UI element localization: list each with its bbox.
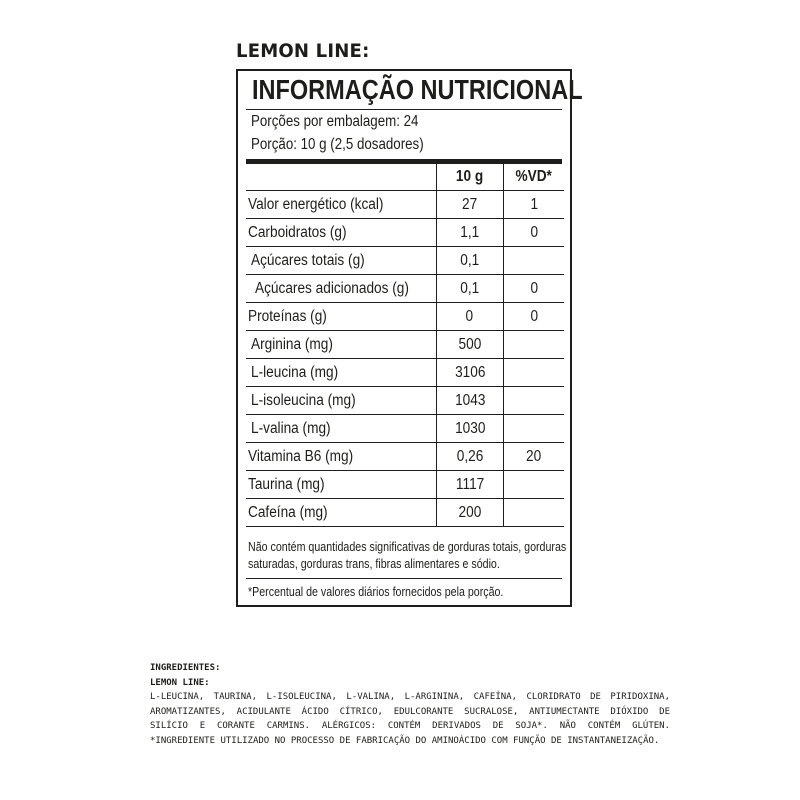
nutrient-daily-value	[503, 415, 564, 443]
ingredients-text: L-LEUCINA, TAURINA, L-ISOLEUCINA, L-VALINA, L-ARGININA, CAFEÍNA, CLORIDRATO DE PIRIDOXINA, AROMATIZANTES, ACIDULANTE ÁCIDO CÍTRICO, EDULCORANTE SUCRALOSE, ANTIUMECTANTE DIÓXIDO DE SILÍCIO E CORANTE CARMINS. ALÉRGICOS: CONTÉM DERIVADOS DE SOJA*. NÃO CONTÉM GLÚTEN. *INGREDIENTE UTILIZADO NO PROCESSO DE FABRICAÇÃO DO AMINOÁCIDO COM FUNÇÃO DE INSTANTANEIZAÇÃO.	[150, 692, 670, 746]
nutrient-daily-value	[503, 359, 564, 387]
nutrient-name: Cafeína (mg)	[246, 499, 436, 527]
ingredients-label: INGREDIENTES:	[150, 663, 221, 673]
table-row	[246, 359, 564, 387]
daily-value-footnote: *Percentual de valores diários fornecidos pela porção.	[248, 584, 504, 599]
title-divider	[246, 109, 562, 110]
nutrient-name: Valor energético (kcal)	[246, 191, 436, 219]
table-row	[246, 247, 564, 275]
nutrient-daily-value	[503, 247, 564, 275]
header-daily-value: %VD*	[503, 164, 564, 191]
nutrient-amount: 200	[436, 499, 503, 527]
nutrient-amount: 0,26	[436, 443, 503, 471]
panel-title: INFORMAÇÃO NUTRICIONAL	[252, 74, 583, 105]
nutrient-amount: 0,1	[436, 275, 503, 303]
nutrient-daily-value: 1	[503, 191, 564, 219]
nutrient-amount: 0,1	[436, 247, 503, 275]
nutrient-amount: 1043	[436, 387, 503, 415]
table-row	[246, 443, 564, 471]
nutrient-daily-value: 0	[503, 275, 564, 303]
table-row	[246, 219, 564, 247]
table-row	[246, 471, 564, 499]
table-row	[246, 499, 564, 527]
nutrient-name: Açúcares adicionados (g)	[246, 275, 436, 303]
table-row	[246, 303, 564, 331]
nutrient-name: Taurina (mg)	[246, 471, 436, 499]
nutrient-daily-value	[503, 471, 564, 499]
nutrition-disclaimer	[248, 538, 567, 572]
table-row	[246, 191, 564, 219]
nutrient-daily-value	[503, 331, 564, 359]
nutrient-name: Proteínas (g)	[246, 303, 436, 331]
nutrient-amount: 3106	[436, 359, 503, 387]
nutrient-daily-value: 20	[503, 443, 564, 471]
nutrient-name: L-leucina (mg)	[246, 359, 436, 387]
nutrient-name: Açúcares totais (g)	[246, 247, 436, 275]
header-nutrient	[246, 164, 436, 191]
nutrient-amount: 1,1	[436, 219, 503, 247]
nutrient-amount: 1030	[436, 415, 503, 443]
header-amount: 10 g	[436, 164, 503, 191]
table-header-row	[246, 164, 564, 191]
nutrient-amount: 1117	[436, 471, 503, 499]
disclaimer-line-2: saturadas, gorduras trans, fibras alimentares e sódio.	[248, 556, 500, 571]
table-row	[246, 387, 564, 415]
product-heading: LEMON LINE:	[236, 40, 370, 62]
ingredients-block	[150, 661, 670, 748]
nutrient-name: L-valina (mg)	[246, 415, 436, 443]
nutrient-daily-value: 0	[503, 219, 564, 247]
disclaimer-line-1: Não contém quantidades significativas de gorduras totais, gorduras	[248, 539, 567, 554]
table-row	[246, 415, 564, 443]
nutrient-name: Arginina (mg)	[246, 331, 436, 359]
nutrition-facts-panel	[236, 69, 583, 607]
footnote-divider	[246, 578, 562, 579]
nutrient-name: Vitamina B6 (mg)	[246, 443, 436, 471]
servings-per-package: Porções por embalagem: 24	[251, 113, 419, 130]
table-row	[246, 275, 564, 303]
serving-size: Porção: 10 g (2,5 dosadores)	[251, 136, 424, 153]
nutrition-table	[246, 164, 564, 527]
ingredients-product-label: LEMON LINE:	[150, 677, 210, 688]
nutrient-amount: 0	[436, 303, 503, 331]
table-row	[246, 331, 564, 359]
nutrient-name: Carboidratos (g)	[246, 219, 436, 247]
nutrient-daily-value: 0	[503, 303, 564, 331]
nutrient-amount: 500	[436, 331, 503, 359]
nutrient-amount: 27	[436, 191, 503, 219]
nutrient-name: L-isoleucina (mg)	[246, 387, 436, 415]
nutrient-daily-value	[503, 387, 564, 415]
nutrient-daily-value	[503, 499, 564, 527]
